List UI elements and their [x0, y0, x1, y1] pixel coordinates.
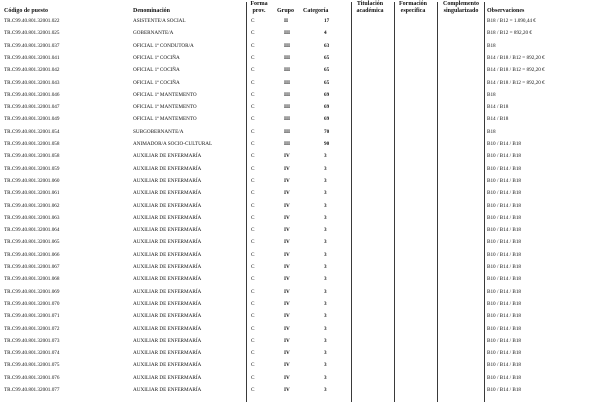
cell-categoria: 65 — [324, 67, 330, 74]
cell-categoria: 65 — [324, 54, 330, 61]
cell-codigo: TR.C99.40.801.32001.047 — [4, 104, 60, 111]
cell-observaciones: B18 — [487, 42, 496, 49]
cell-forma-prov: C — [251, 104, 255, 111]
cell-denominacion: OFICIAL 1ª MANTEMENTO — [133, 91, 197, 98]
cell-forma-prov: C — [251, 177, 255, 184]
cell-grupo: IV — [284, 165, 290, 172]
cell-codigo: TR.C99.40.801.32001.077 — [4, 387, 60, 393]
cell-forma-prov: C — [251, 153, 255, 160]
cell-categoria: 3 — [324, 300, 327, 307]
cell-observaciones: B10 / B14 / B18 — [487, 190, 522, 197]
cell-codigo: TR.C99.40.801.32001.068 — [4, 276, 60, 283]
table-row — [0, 250, 614, 261]
cell-categoria: 3 — [324, 153, 327, 160]
table-row — [0, 237, 614, 248]
cell-forma-prov: C — [251, 337, 255, 344]
cell-denominacion: SUBGOBERNANTE/A — [133, 128, 184, 135]
cell-codigo: TR.C99.40.801.32001.058 — [4, 141, 60, 147]
cell-grupo: IV — [284, 288, 290, 295]
cell-forma-prov: C — [251, 116, 255, 123]
cell-observaciones: B10 / B14 / B18 — [487, 202, 522, 209]
cell-observaciones: B14 / B18 / B12 = 892,20 € — [487, 54, 545, 61]
cell-denominacion: AUXILIAR DE ENFERMARÍA — [133, 177, 202, 184]
cell-grupo: III — [284, 141, 291, 147]
cell-codigo: TR.C99.40.801.32001.059 — [4, 165, 60, 172]
table-row — [0, 262, 614, 273]
table-row — [0, 188, 614, 199]
cell-categoria: 4 — [324, 30, 327, 37]
cell-codigo: TR.C99.40.801.32001.049 — [4, 116, 60, 123]
cell-codigo: TR.C99.40.801.32001.062 — [4, 202, 60, 209]
cell-forma-prov: C — [251, 42, 255, 49]
table-row — [0, 274, 614, 285]
header-grupo: Grupo — [277, 8, 295, 14]
cell-observaciones: B10 / B14 / B18 — [487, 153, 522, 160]
cell-observaciones: B10 / B14 / B18 — [487, 264, 522, 270]
cell-denominacion: OFICIAL 1ª MANTEMENTO — [133, 104, 197, 111]
header-titulacion — [352, 1, 388, 15]
cell-grupo: IV — [284, 362, 290, 369]
cell-categoria: 69 — [324, 91, 330, 98]
cell-grupo: IV — [284, 313, 290, 320]
cell-categoria: 3 — [324, 387, 327, 393]
cell-forma-prov: C — [251, 165, 255, 172]
cell-forma-prov: C — [251, 251, 255, 258]
table-row — [0, 164, 614, 175]
cell-codigo: TR.C99.40.801.32001.063 — [4, 214, 60, 221]
cell-grupo: IV — [284, 337, 290, 344]
cell-categoria: 3 — [324, 214, 327, 221]
cell-denominacion: AUXILIAR DE ENFERMARÍA — [133, 202, 202, 209]
cell-denominacion: AUXILIAR DE ENFERMARÍA — [133, 190, 202, 197]
table-row — [0, 114, 614, 125]
cell-observaciones: B10 / B14 / B18 — [487, 350, 522, 357]
cell-grupo: IV — [284, 387, 290, 393]
cell-denominacion: AUXILIAR DE ENFERMARÍA — [133, 300, 202, 307]
cell-denominacion: AUXILIAR DE ENFERMARÍA — [133, 350, 202, 357]
cell-grupo: IV — [284, 153, 290, 160]
cell-codigo: TR.C99.40.801.32001.066 — [4, 251, 60, 258]
table-row — [0, 78, 614, 89]
header-complemento-line2: singularizado — [443, 8, 479, 14]
cell-grupo: III — [284, 104, 291, 111]
cell-observaciones: B10 / B14 / B18 — [487, 141, 522, 147]
cell-categoria: 17 — [324, 18, 330, 24]
cell-observaciones: B10 / B14 / B18 — [487, 214, 522, 221]
header-observaciones: Observaciones — [487, 8, 525, 14]
cell-denominacion: AUXILIAR DE ENFERMARÍA — [133, 325, 202, 332]
cell-observaciones: B10 / B14 / B18 — [487, 276, 522, 283]
table-row — [0, 213, 614, 224]
cell-forma-prov: C — [251, 362, 255, 369]
cell-grupo: III — [284, 128, 291, 135]
header-forma-line1: Forma — [250, 1, 268, 7]
table-row — [0, 324, 614, 335]
cell-forma-prov: C — [251, 350, 255, 357]
header-categoria: Categoría — [303, 8, 329, 14]
cell-denominacion: OFICIAL 1ª COCIÑA — [133, 79, 180, 86]
cell-forma-prov: C — [251, 128, 255, 135]
cell-categoria: 3 — [324, 264, 327, 270]
cell-denominacion: AUXILIAR DE ENFERMARÍA — [133, 214, 202, 221]
cell-grupo: IV — [284, 227, 290, 234]
cell-codigo: TR.C99.40.801.32001.037 — [4, 42, 60, 49]
cell-denominacion: AUXILIAR DE ENFERMARÍA — [133, 387, 202, 393]
header-formacion-line1: Formación — [399, 1, 427, 7]
cell-observaciones: B14 / B18 / B12 = 892,20 € — [487, 67, 545, 74]
cell-grupo: III — [284, 30, 291, 37]
cell-observaciones: B18 / B12 = 1.090,44 € — [487, 18, 536, 24]
cell-grupo: IV — [284, 325, 290, 332]
header-formacion-line2: específica — [400, 8, 426, 14]
cell-codigo: TR.C99.40.801.32001.025 — [4, 30, 60, 37]
cell-grupo: IV — [284, 264, 290, 270]
cell-denominacion: AUXILIAR DE ENFERMARÍA — [133, 288, 202, 295]
table-row — [0, 139, 614, 150]
cell-denominacion: AUXILIAR DE ENFERMARÍA — [133, 239, 202, 246]
cell-forma-prov: C — [251, 264, 255, 270]
table-row — [0, 225, 614, 236]
cell-codigo: TR.C99.40.801.32001.074 — [4, 350, 60, 357]
cell-forma-prov: C — [251, 79, 255, 86]
cell-denominacion: GOBERNANTE/A — [133, 30, 174, 37]
cell-categoria: 69 — [324, 104, 330, 111]
cell-denominacion: ANIMADOR/A SOCIO-CULTURAL — [133, 141, 213, 147]
cell-forma-prov: C — [251, 54, 255, 61]
cell-denominacion: OFICIAL 1ª COCIÑA — [133, 67, 180, 74]
table-row — [0, 373, 614, 384]
cell-grupo: III — [284, 91, 291, 98]
cell-observaciones: B18 / B12 = 892,20 € — [487, 30, 533, 37]
header-titulacion-line1: Titulación — [356, 1, 384, 7]
cell-categoria: 69 — [324, 116, 330, 123]
cell-codigo: TR.C99.40.801.32001.022 — [4, 18, 60, 24]
table-row — [0, 311, 614, 322]
cell-grupo: II — [284, 18, 289, 24]
table-row — [0, 16, 614, 27]
cell-categoria: 3 — [324, 288, 327, 295]
table-row — [0, 41, 614, 52]
cell-codigo: TR.C99.40.801.32001.070 — [4, 300, 60, 307]
cell-forma-prov: C — [251, 288, 255, 295]
cell-forma-prov: C — [251, 202, 255, 209]
cell-grupo: IV — [284, 374, 290, 381]
table-row — [0, 360, 614, 371]
cell-denominacion: OFICIAL 1ª COCIÑA — [133, 54, 180, 61]
cell-denominacion: AUXILIAR DE ENFERMARÍA — [133, 153, 202, 160]
header-titulacion-line2: académica — [356, 8, 384, 14]
table-row — [0, 151, 614, 162]
cell-codigo: TR.C99.40.801.32001.061 — [4, 190, 60, 197]
table-row — [0, 102, 614, 113]
header-complemento-line1: Complemento — [443, 1, 479, 7]
cell-categoria: 3 — [324, 350, 327, 357]
table-row — [0, 53, 614, 64]
cell-observaciones: B10 / B14 / B18 — [487, 177, 522, 184]
cell-categoria: 3 — [324, 276, 327, 283]
cell-observaciones: B10 / B14 / B18 — [487, 387, 522, 393]
cell-observaciones: B10 / B14 / B18 — [487, 300, 522, 307]
cell-denominacion: AUXILIAR DE ENFERMARÍA — [133, 165, 202, 172]
cell-observaciones: B14 / B18 / B12 = 892,20 € — [487, 79, 545, 86]
cell-codigo: TR.C99.40.801.32001.075 — [4, 362, 60, 369]
cell-grupo: IV — [284, 214, 290, 221]
cell-observaciones: B10 / B14 / B18 — [487, 288, 522, 295]
cell-grupo: IV — [284, 251, 290, 258]
cell-codigo: TR.C99.40.801.32001.041 — [4, 54, 60, 61]
cell-observaciones: B18 — [487, 91, 496, 98]
header-formacion — [396, 1, 430, 15]
cell-grupo: IV — [284, 190, 290, 197]
cell-categoria: 65 — [324, 79, 330, 86]
cell-observaciones: B18 — [487, 128, 496, 135]
cell-observaciones: B10 / B14 / B18 — [487, 239, 522, 246]
cell-forma-prov: C — [251, 276, 255, 283]
table-row — [0, 90, 614, 101]
cell-denominacion: AUXILIAR DE ENFERMARÍA — [133, 251, 202, 258]
cell-grupo: III — [284, 54, 291, 61]
cell-forma-prov: C — [251, 227, 255, 234]
cell-codigo: TR.C99.40.801.32001.064 — [4, 227, 60, 234]
cell-categoria: 3 — [324, 177, 327, 184]
header-forma-prov — [250, 1, 268, 15]
header-forma-line2: prov. — [252, 8, 266, 14]
cell-grupo: III — [284, 79, 291, 86]
cell-forma-prov: C — [251, 214, 255, 221]
table-row — [0, 65, 614, 76]
cell-codigo: TR.C99.40.801.32001.071 — [4, 313, 60, 320]
table-row — [0, 348, 614, 359]
cell-codigo: TR.C99.40.801.32001.058 — [4, 153, 60, 160]
cell-grupo: III — [284, 116, 291, 123]
cell-denominacion: AUXILIAR DE ENFERMARÍA — [133, 374, 202, 381]
cell-forma-prov: C — [251, 18, 255, 24]
cell-codigo: TR.C99.40.801.32001.072 — [4, 325, 60, 332]
cell-denominacion: AUXILIAR DE ENFERMARÍA — [133, 276, 202, 283]
cell-categoria: 3 — [324, 227, 327, 234]
cell-denominacion: AUXILIAR DE ENFERMARÍA — [133, 313, 202, 320]
cell-codigo: TR.C99.40.801.32001.046 — [4, 91, 60, 98]
cell-grupo: IV — [284, 239, 290, 246]
cell-forma-prov: C — [251, 67, 255, 74]
cell-observaciones: B10 / B14 / B18 — [487, 313, 522, 320]
cell-codigo: TR.C99.40.801.32001.067 — [4, 264, 60, 270]
cell-categoria: 3 — [324, 251, 327, 258]
table-row — [0, 176, 614, 187]
cell-categoria: 3 — [324, 239, 327, 246]
cell-denominacion: AUXILIAR DE ENFERMARÍA — [133, 264, 202, 270]
table-row — [0, 201, 614, 212]
cell-categoria: 3 — [324, 374, 327, 381]
cell-codigo: TR.C99.40.801.32001.065 — [4, 239, 60, 246]
cell-categoria: 63 — [324, 42, 330, 49]
cell-denominacion: AUXILIAR DE ENFERMARÍA — [133, 362, 202, 369]
cell-denominacion: AUXILIAR DE ENFERMARÍA — [133, 227, 202, 234]
cell-categoria: 70 — [324, 128, 330, 135]
cell-categoria: 3 — [324, 202, 327, 209]
cell-observaciones: B10 / B14 / B18 — [487, 251, 522, 258]
cell-categoria: 90 — [324, 141, 330, 147]
cell-grupo: IV — [284, 300, 290, 307]
cell-grupo: III — [284, 42, 291, 49]
cell-codigo: TR.C99.40.801.32001.073 — [4, 337, 60, 344]
cell-forma-prov: C — [251, 325, 255, 332]
cell-codigo: TR.C99.40.801.32001.076 — [4, 374, 60, 381]
header-codigo: Código de puesto — [4, 8, 49, 14]
cell-denominacion: OFICIAL 1ª MANTEMENTO — [133, 116, 197, 123]
cell-forma-prov: C — [251, 374, 255, 381]
cell-forma-prov: C — [251, 190, 255, 197]
cell-observaciones: B10 / B14 / B18 — [487, 165, 522, 172]
cell-forma-prov: C — [251, 313, 255, 320]
cell-codigo: TR.C99.40.801.32001.069 — [4, 288, 60, 295]
table-row — [0, 287, 614, 298]
table-row — [0, 336, 614, 347]
cell-forma-prov: C — [251, 91, 255, 98]
cell-forma-prov: C — [251, 300, 255, 307]
cell-grupo: IV — [284, 350, 290, 357]
cell-grupo: IV — [284, 276, 290, 283]
cell-forma-prov: C — [251, 141, 255, 147]
table-row — [0, 385, 614, 396]
cell-categoria: 3 — [324, 362, 327, 369]
table-row — [0, 127, 614, 138]
header-complemento — [440, 1, 482, 15]
cell-denominacion: AUXILIAR DE ENFERMARÍA — [133, 337, 202, 344]
cell-categoria: 3 — [324, 165, 327, 172]
cell-categoria: 3 — [324, 325, 327, 332]
cell-observaciones: B10 / B14 / B18 — [487, 325, 522, 332]
cell-observaciones: B14 / B18 — [487, 104, 509, 111]
cell-observaciones: B14 / B18 — [487, 116, 509, 123]
cell-codigo: TR.C99.40.801.32001.054 — [4, 128, 60, 135]
cell-denominacion: ASISTENTE/A SOCIAL — [133, 18, 186, 24]
table-row — [0, 28, 614, 39]
cell-categoria: 3 — [324, 337, 327, 344]
cell-observaciones: B10 / B14 / B18 — [487, 337, 522, 344]
header-denominacion: Denominación — [133, 8, 171, 14]
cell-forma-prov: C — [251, 387, 255, 393]
table-row — [0, 299, 614, 310]
cell-observaciones: B10 / B14 / B18 — [487, 227, 522, 234]
cell-forma-prov: C — [251, 30, 255, 37]
cell-codigo: TR.C99.40.801.32001.043 — [4, 79, 60, 86]
cell-grupo: IV — [284, 202, 290, 209]
cell-forma-prov: C — [251, 239, 255, 246]
cell-grupo: III — [284, 67, 291, 74]
cell-codigo: TR.C99.40.801.32001.060 — [4, 177, 60, 184]
cell-grupo: IV — [284, 177, 290, 184]
cell-categoria: 3 — [324, 190, 327, 197]
cell-codigo: TR.C99.40.801.32001.042 — [4, 67, 60, 74]
cell-observaciones: B10 / B14 / B18 — [487, 374, 522, 381]
cell-observaciones: B10 / B14 / B18 — [487, 362, 522, 369]
cell-denominacion: OFICIAL 1ª CONDUTOR/A — [133, 42, 194, 49]
cell-categoria: 3 — [324, 313, 327, 320]
